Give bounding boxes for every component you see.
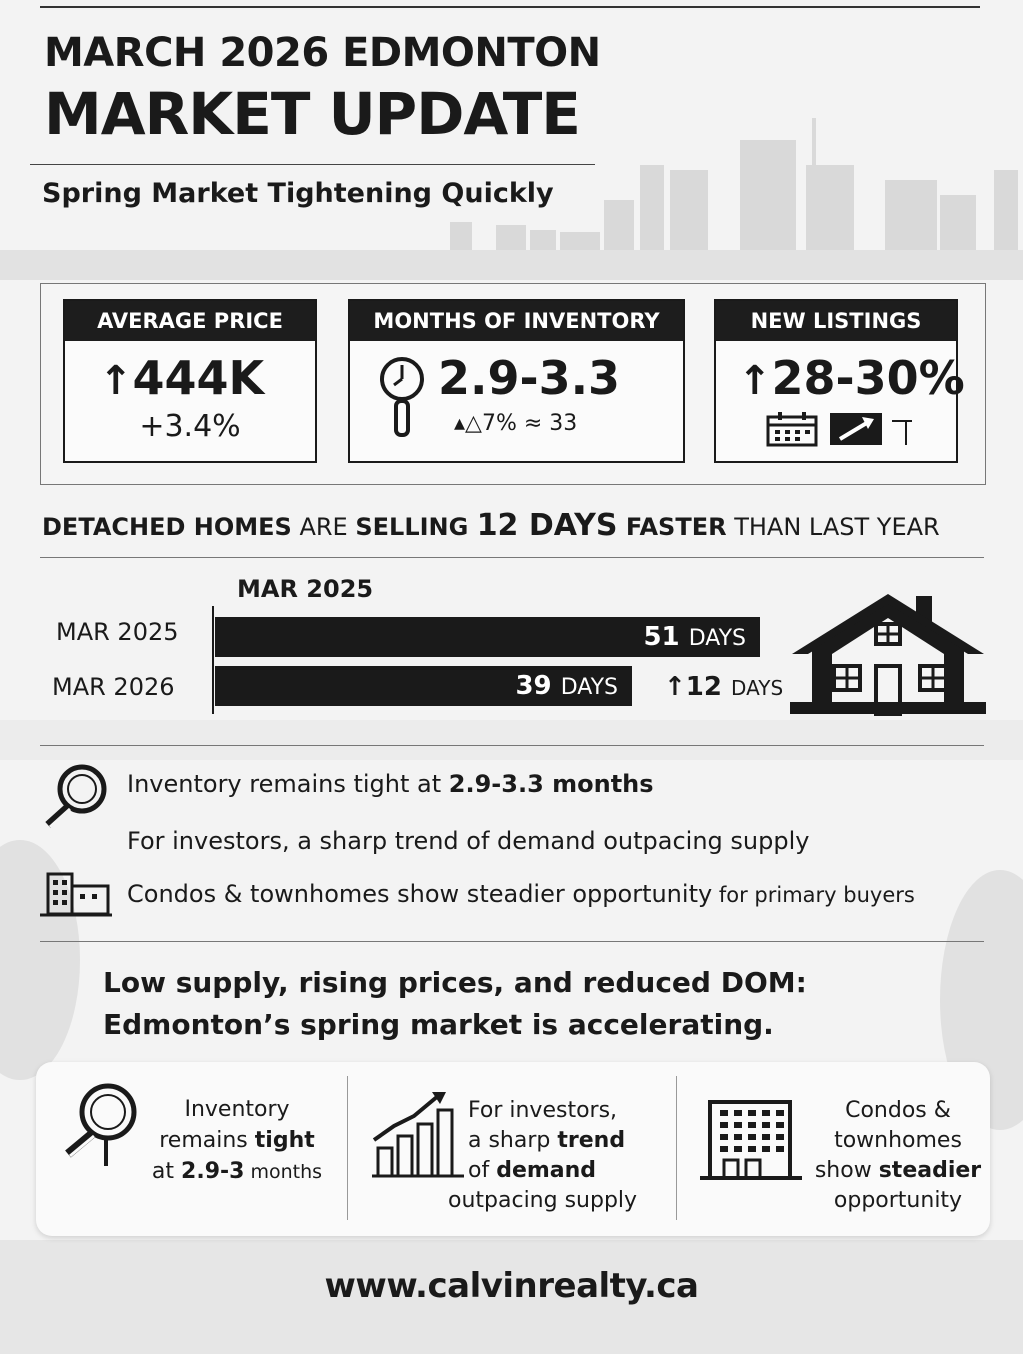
chart-axis (212, 606, 214, 714)
stat-change: ▴△7% ≈ 33 (454, 411, 578, 436)
section-divider (40, 557, 984, 558)
stat-value: ↑444K (99, 351, 265, 405)
magnifier-icon (40, 763, 110, 833)
stat-card-new-listings (714, 299, 965, 463)
website-link[interactable]: www.calvinrealty.ca (324, 1266, 699, 1306)
days-difference-annotation: ↑12 DAYS (664, 672, 784, 702)
section-divider (40, 941, 984, 942)
detached-headline: DETACHED HOMES ARE SELLING 12 DAYS FASTER THAN LAST YEAR (42, 508, 940, 543)
section-divider (40, 745, 984, 746)
title-divider (30, 164, 595, 165)
stat-change: +3.4% (139, 409, 241, 444)
trend-up-icon (830, 413, 882, 445)
building-icon (698, 1096, 804, 1182)
summary-statement (103, 962, 807, 1046)
stat-card-months-inventory (348, 299, 685, 463)
flag-icon (892, 421, 912, 445)
bullet-inventory: Inventory remains tight at 2.9-3.3 months (127, 770, 654, 798)
panel-divider (347, 1076, 348, 1220)
bar (215, 617, 760, 657)
chart-title: MAR 2025 (237, 575, 374, 603)
summary-line1: Low supply, rising prices, and reduced DOM: (103, 966, 807, 999)
bar-value-label: 39 (515, 671, 561, 701)
listings-icons (766, 409, 916, 449)
page-title-line1: MARCH 2026 EDMONTON (44, 30, 601, 76)
stats-panel (40, 283, 986, 485)
highlight-investors: For investors, a sharp trend of demand outpacing supply (448, 1098, 638, 1213)
summary-line2: Edmonton’s spring market is accelerating. (103, 1008, 774, 1041)
arrow-up-icon: ↑ (664, 672, 686, 702)
house-icon (788, 590, 988, 716)
magnifier-icon (378, 355, 428, 445)
bullet-investors: For investors, a sharp trend of demand outpacing supply (127, 827, 810, 855)
highlight-condos: Condos & townhomes show steadier opportunity (814, 1098, 982, 1213)
arrow-up-icon: ↑ (99, 358, 133, 404)
panel-divider (676, 1076, 677, 1220)
stat-value: ↑28-30% (738, 351, 965, 405)
bar-value-label: 51 (643, 622, 689, 652)
stat-label: NEW LISTINGS (716, 301, 956, 341)
page-title-line2: MARKET UPDATE (44, 80, 580, 148)
stat-card-average-price (63, 299, 317, 463)
highlights-panel (36, 1062, 990, 1236)
bar (215, 666, 632, 706)
stat-label: AVERAGE PRICE (65, 301, 315, 341)
top-rule (40, 6, 980, 8)
bar-unit-label: DAYS (688, 626, 746, 651)
bullet-condos: Condos & townhomes show steadier opportunity for primary buyers (127, 880, 915, 908)
bar-growth-icon (368, 1088, 468, 1182)
stat-label: MONTHS OF INVENTORY (350, 301, 683, 341)
bar-category-label: MAR 2025 (56, 618, 179, 646)
highlight-inventory: Inventory remains tight at 2.9-3 months (151, 1097, 323, 1184)
page-subtitle: Spring Market Tightening Quickly (42, 178, 554, 209)
stat-value: 2.9-3.3 (438, 351, 621, 405)
arrow-up-icon: ↑ (738, 358, 772, 404)
calendar-icon (768, 412, 816, 445)
bar-category-label: MAR 2026 (52, 673, 175, 701)
bar-unit-label: DAYS (560, 675, 618, 700)
building-icon (38, 870, 114, 918)
